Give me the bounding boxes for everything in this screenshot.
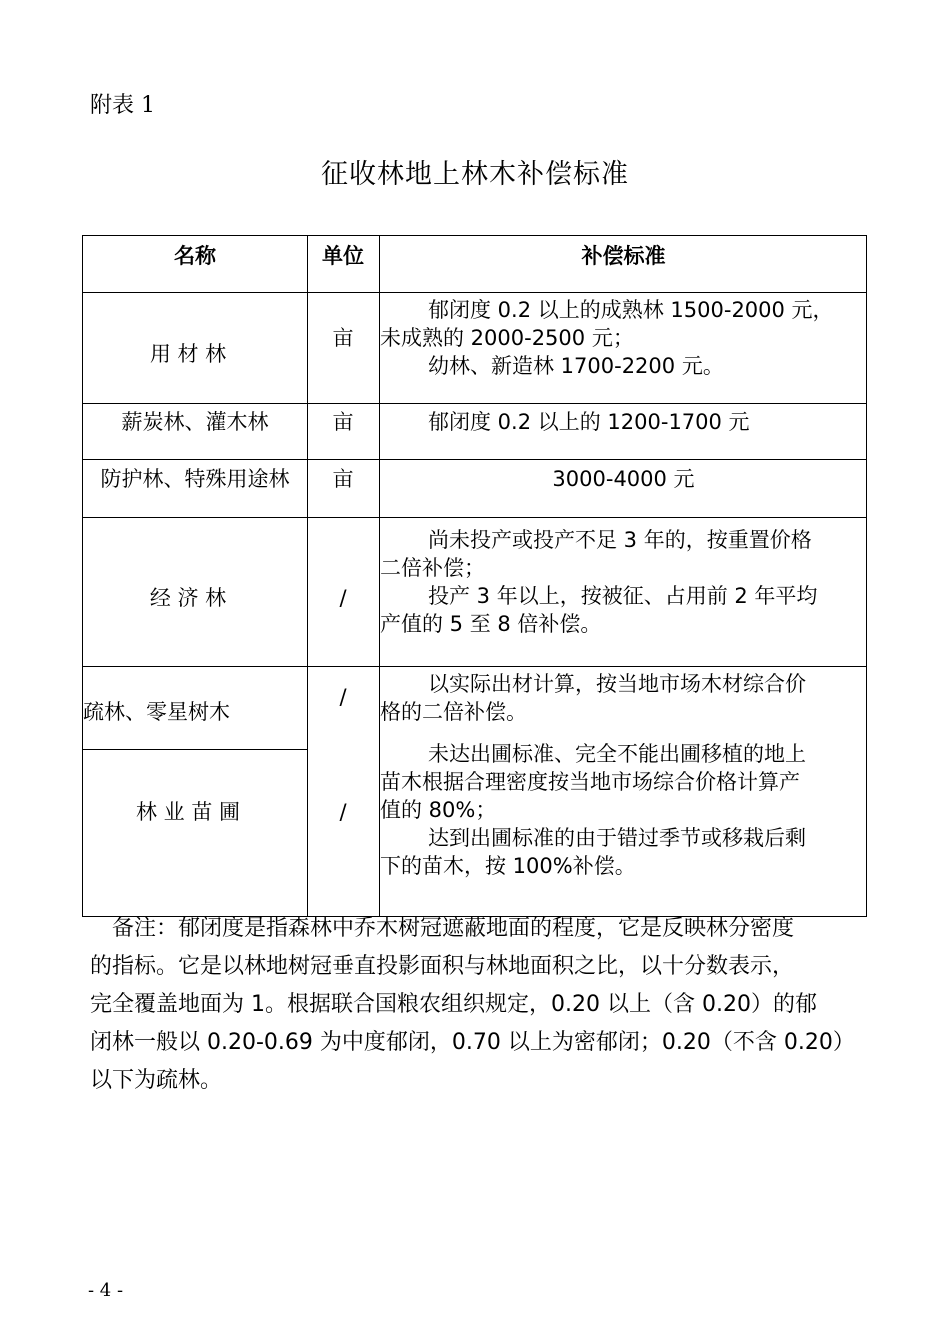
row-name: 用 材 林 [149, 342, 227, 366]
remark-line: 的指标。它是以林地树冠垂直投影面积与林地面积之比，以十分数表示， [90, 954, 795, 979]
row-unit: / [339, 685, 347, 709]
remark-line: 完全覆盖地面为 1。根据联合国粮农组织规定，0.20 以上（含 0.20）的郁 [90, 992, 817, 1017]
row-divider [83, 403, 866, 404]
standard-line: 郁闭度 0.2 以上的成熟林 1500-2000 元， [428, 298, 834, 322]
row-name: 防护林、特殊用途林 [100, 467, 290, 491]
row-unit: 亩 [332, 467, 354, 491]
remark-line: 备注：郁闭度是指森林中乔木树冠遮蔽地面的程度，它是反映林分密度 [112, 916, 795, 941]
page-number: - 4 - [88, 1280, 124, 1301]
standard-line: 郁闭度 0.2 以上的 1200-1700 元 [428, 410, 750, 434]
standard-line: 幼林、新造林 1700-2200 元。 [428, 354, 724, 378]
row-standard [380, 296, 867, 380]
standard-line: 值的 80%； [380, 798, 497, 822]
standard-line: 未成熟的 2000-2500 元； [380, 326, 634, 350]
row-unit: / [339, 800, 347, 824]
row-divider [83, 666, 866, 667]
row-standard [380, 670, 867, 726]
row-name: 经 济 林 [149, 586, 227, 610]
standard-line: 产值的 5 至 8 倍补偿。 [380, 612, 602, 636]
remark-paragraph [90, 910, 865, 1100]
row-divider [83, 749, 307, 750]
row-name: 薪炭林、灌木林 [121, 410, 269, 434]
row-divider [83, 517, 866, 518]
remark-line: 以下为疏林。 [90, 1068, 223, 1093]
compensation-table [82, 235, 867, 917]
header-standard: 补偿标准 [581, 244, 666, 268]
header-name: 名称 [174, 244, 216, 268]
standard-line: 以实际出材计算，按当地市场木材综合价 [428, 672, 806, 696]
row-standard: 3000-4000 元 [552, 467, 695, 491]
standard-line: 苗木根据合理密度按当地市场综合价格计算产 [380, 770, 800, 794]
standard-line: 格的二倍补偿。 [380, 700, 527, 724]
standard-line: 二倍补偿； [380, 556, 485, 580]
row-standard [380, 408, 867, 436]
row-standard [380, 740, 867, 880]
row-divider [83, 292, 866, 293]
row-unit: 亩 [332, 410, 354, 434]
row-name: 林 业 苗 圃 [135, 800, 241, 824]
row-standard [380, 526, 867, 638]
header-unit: 单位 [322, 244, 364, 268]
row-unit: / [339, 586, 347, 610]
standard-line: 未达出圃标准、完全不能出圃移植的地上 [428, 742, 806, 766]
appendix-label: 附表 1 [90, 93, 155, 118]
standard-line: 达到出圃标准的由于错过季节或移栽后剩 [428, 826, 806, 850]
page-title: 征收林地上林木补偿标准 [321, 159, 629, 190]
standard-line: 下的苗木，按 100%补偿。 [380, 854, 636, 878]
standard-line: 投产 3 年以上，按被征、占用前 2 年平均 [428, 584, 818, 608]
standard-line: 尚未投产或投产不足 3 年的，按重置价格 [428, 528, 812, 552]
row-divider [83, 459, 866, 460]
row-name: 疏林、零星树木 [83, 700, 230, 724]
row-unit: 亩 [332, 326, 354, 350]
remark-line: 闭林一般以 0.20-0.69 为中度郁闭，0.70 以上为密郁闭；0.20（不含 0.20） [90, 1030, 855, 1055]
